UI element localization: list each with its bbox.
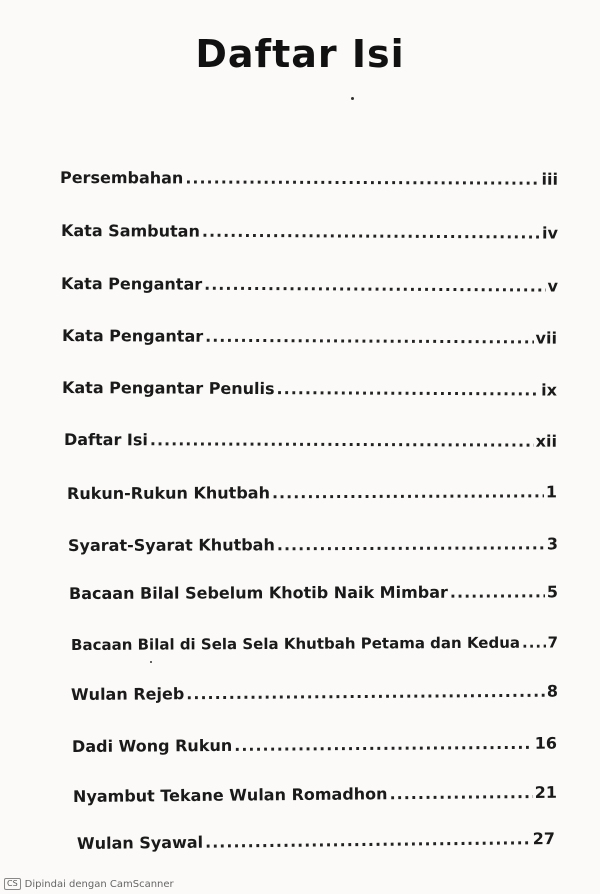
dot-leader [272,482,544,502]
dot-leader [277,534,545,554]
toc-entry-title: Dadi Wong Rukun [71,735,233,756]
toc-entry-page: xii [535,431,558,451]
toc-entry-page: 5 [546,582,559,602]
scan-speck [351,97,354,100]
dot-leader [234,734,533,755]
dot-leader [185,168,539,188]
toc-entry-page: 7 [547,633,559,652]
toc-entry-page: iii [541,169,559,189]
toc-entry-title: Kata Pengantar [61,326,204,346]
toc-entry [62,326,557,348]
dot-leader [150,430,534,450]
toc-entry-title: Rukun-Rukun Khutbah [66,483,270,503]
toc-entry-page: 21 [534,782,558,802]
toc-entry [62,378,557,400]
dot-leader [205,327,534,348]
toc-entry-title: Nyambut Tekane Wulan Romadhon [72,784,388,806]
toc-entry-title: Wulan Syawal [76,832,204,853]
toc-entry [71,633,558,654]
toc-entry [61,274,558,296]
toc-entry [77,829,555,853]
toc-entry [73,783,557,806]
toc-entry-page: 16 [534,733,558,753]
toc-entry-page: 1 [545,482,558,502]
toc-entry-page: ix [541,380,558,400]
toc-entry [69,582,558,603]
toc-entry-page: 8 [546,681,559,701]
toc-entry-title: Kata Pengantar [60,274,203,294]
toc-entry-page: vii [535,328,558,348]
toc-entry-page: v [547,276,559,296]
toc-entry [64,430,557,451]
dot-leader [202,222,540,243]
toc-entry-title: Bacaan Bilal di Sela Sela Khutbah Petama dan Kedua [70,633,521,654]
toc-entry-title: Daftar Isi [63,430,148,450]
toc-entry-page: 27 [532,828,556,849]
toc-entry-title: Kata Sambutan [60,221,200,241]
scanner-watermark [4,878,174,890]
dot-leader [389,783,532,803]
dot-leader [450,582,545,601]
toc-entry [71,682,558,704]
dot-leader [277,379,540,399]
dot-leader [186,682,545,704]
camscanner-icon: CS [4,878,21,890]
scan-speck [150,661,152,663]
toc-entry [72,734,557,756]
toc-entry-page: iv [542,223,559,243]
watermark-text: Dipindai dengan CamScanner [24,878,174,890]
toc-entry [67,482,557,503]
toc-entry-title: Wulan Rejeb [70,684,185,704]
toc-entry-page: 3 [546,534,559,554]
toc-entry [61,221,558,243]
toc-entry-title: Kata Pengantar Penulis [61,378,275,399]
toc-entry-title: Persembahan [59,168,184,188]
toc-entry-title: Syarat-Syarat Khutbah [67,535,275,555]
dot-leader [522,634,546,652]
dot-leader [205,829,531,851]
toc-entry [68,534,558,555]
toc-entry [60,168,558,189]
toc-entry-title: Bacaan Bilal Sebelum Khotib Naik Mimbar [68,582,448,603]
page-title: Daftar Isi [195,32,405,76]
dot-leader [204,275,546,296]
